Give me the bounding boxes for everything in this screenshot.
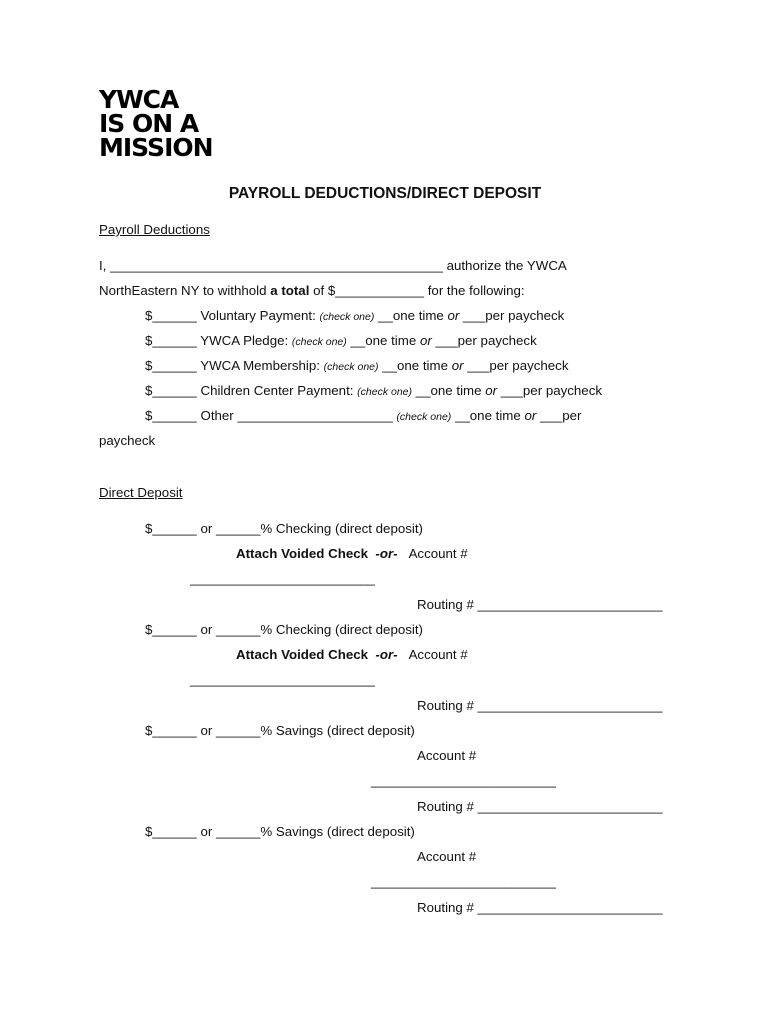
or-text: or (419, 333, 432, 348)
withhold-line (99, 283, 525, 299)
or-text: or (524, 408, 537, 423)
account-label: Account # (417, 748, 477, 763)
following-text: for the following: (424, 283, 525, 298)
check-one-note: (check one) (291, 336, 347, 348)
account-label: Account # (408, 546, 468, 561)
routing-line (417, 799, 663, 815)
per-paycheck-option[interactable]: ___per paycheck (459, 308, 565, 323)
authorization-line (99, 258, 567, 274)
withhold-text: NorthEastern NY to withhold (99, 283, 271, 298)
routing-label: Routing # (417, 900, 478, 915)
or-text: -or- (375, 647, 398, 662)
attach-check-line (236, 647, 468, 663)
routing-label: Routing # (417, 799, 478, 814)
per-paycheck-option[interactable]: ___per paycheck (431, 333, 537, 348)
amount-blank[interactable]: $______ (145, 408, 197, 423)
account-number-blank[interactable]: _________________________ (190, 571, 375, 586)
deduction-label: YWCA Membership: (196, 358, 324, 373)
payroll-heading: Payroll Deductions (99, 222, 210, 237)
account-number-blank[interactable]: _________________________ (371, 773, 556, 788)
one-time-option[interactable]: __one time (378, 358, 452, 373)
or-text: or (451, 358, 464, 373)
savings-label: % Savings (direct deposit) (260, 824, 415, 839)
logo-line-3: MISSION (99, 133, 213, 162)
deduction-other (145, 408, 581, 425)
ywca-logo (99, 85, 213, 162)
of-text: of $ (309, 283, 336, 298)
routing-number-blank[interactable]: _________________________ (477, 900, 663, 915)
a-total-text: a total (270, 283, 310, 298)
attach-voided-check-text: Attach Voided Check (236, 546, 376, 561)
deduction-children-center (145, 383, 602, 400)
amount-blank[interactable]: $______ (145, 383, 197, 398)
routing-number-blank[interactable]: _________________________ (477, 799, 663, 814)
account-label: Account # (408, 647, 468, 662)
amount-blank[interactable]: $______ (145, 824, 197, 839)
routing-label: Routing # (417, 597, 478, 612)
one-time-option[interactable]: __one time (451, 408, 525, 423)
savings-2-line (145, 824, 415, 840)
other-description-blank[interactable]: _____________________ (237, 408, 397, 423)
deduction-label: YWCA Pledge: (196, 333, 292, 348)
routing-line (417, 597, 663, 613)
routing-line (417, 900, 663, 916)
deduction-voluntary (145, 308, 564, 325)
or-text: -or- (375, 546, 398, 561)
routing-number-blank[interactable]: _________________________ (477, 698, 663, 713)
direct-deposit-heading: Direct Deposit (99, 485, 183, 500)
check-one-note: (check one) (323, 361, 379, 373)
or-text: or (196, 521, 216, 536)
paycheck-wrap-text: paycheck (99, 433, 156, 448)
per-paycheck-option[interactable]: ___per (536, 408, 582, 423)
amount-blank[interactable]: $______ (145, 521, 197, 536)
amount-blank[interactable]: $______ (145, 308, 197, 323)
account-number-blank[interactable]: _________________________ (190, 672, 375, 687)
per-paycheck-option[interactable]: ___per paycheck (463, 358, 569, 373)
or-text: or (196, 824, 216, 839)
deduction-membership (145, 358, 568, 375)
logo-line-1: YWCA (99, 85, 179, 114)
logo-line-2: IS ON A (99, 109, 199, 138)
account-label: Account # (417, 849, 477, 864)
amount-blank[interactable]: $______ (145, 333, 197, 348)
check-one-note: (check one) (319, 311, 375, 323)
one-time-option[interactable]: __one time (346, 333, 420, 348)
attach-check-line (236, 546, 468, 562)
checking-label: % Checking (direct deposit) (260, 521, 423, 536)
deduction-label: Other (196, 408, 238, 423)
deduction-label: Children Center Payment: (196, 383, 358, 398)
or-text: or (196, 723, 216, 738)
name-blank[interactable]: _____________________________________________ (110, 258, 443, 273)
one-time-option[interactable]: __one time (412, 383, 486, 398)
amount-blank[interactable]: $______ (145, 723, 197, 738)
amount-blank[interactable]: $______ (145, 358, 197, 373)
one-time-option[interactable]: __one time (374, 308, 448, 323)
savings-label: % Savings (direct deposit) (260, 723, 415, 738)
percent-blank[interactable]: ______ (216, 521, 261, 536)
or-text: or (447, 308, 460, 323)
page-title: PAYROLL DEDUCTIONS/DIRECT DEPOSIT (228, 185, 542, 202)
checking-label: % Checking (direct deposit) (260, 622, 423, 637)
account-number-blank[interactable]: _________________________ (371, 874, 556, 889)
percent-blank[interactable]: ______ (216, 723, 261, 738)
or-text: or (196, 622, 216, 637)
deduction-pledge (145, 333, 537, 350)
percent-blank[interactable]: ______ (216, 824, 261, 839)
routing-label: Routing # (417, 698, 478, 713)
deduction-label: Voluntary Payment: (196, 308, 320, 323)
percent-blank[interactable]: ______ (216, 622, 261, 637)
auth-suffix: authorize the YWCA (442, 258, 567, 273)
checking-1-line (145, 521, 423, 537)
per-paycheck-option[interactable]: ___per paycheck (497, 383, 602, 398)
attach-voided-check-text: Attach Voided Check (236, 647, 376, 662)
or-text: or (485, 383, 498, 398)
check-one-note: (check one) (357, 386, 413, 398)
routing-number-blank[interactable]: _________________________ (477, 597, 663, 612)
checking-2-line (145, 622, 423, 638)
amount-blank[interactable]: $______ (145, 622, 197, 637)
check-one-note: (check one) (396, 411, 452, 423)
savings-1-line (145, 723, 415, 739)
total-blank[interactable]: ____________ (335, 283, 425, 298)
routing-line (417, 698, 663, 714)
auth-prefix: I, (99, 258, 111, 273)
